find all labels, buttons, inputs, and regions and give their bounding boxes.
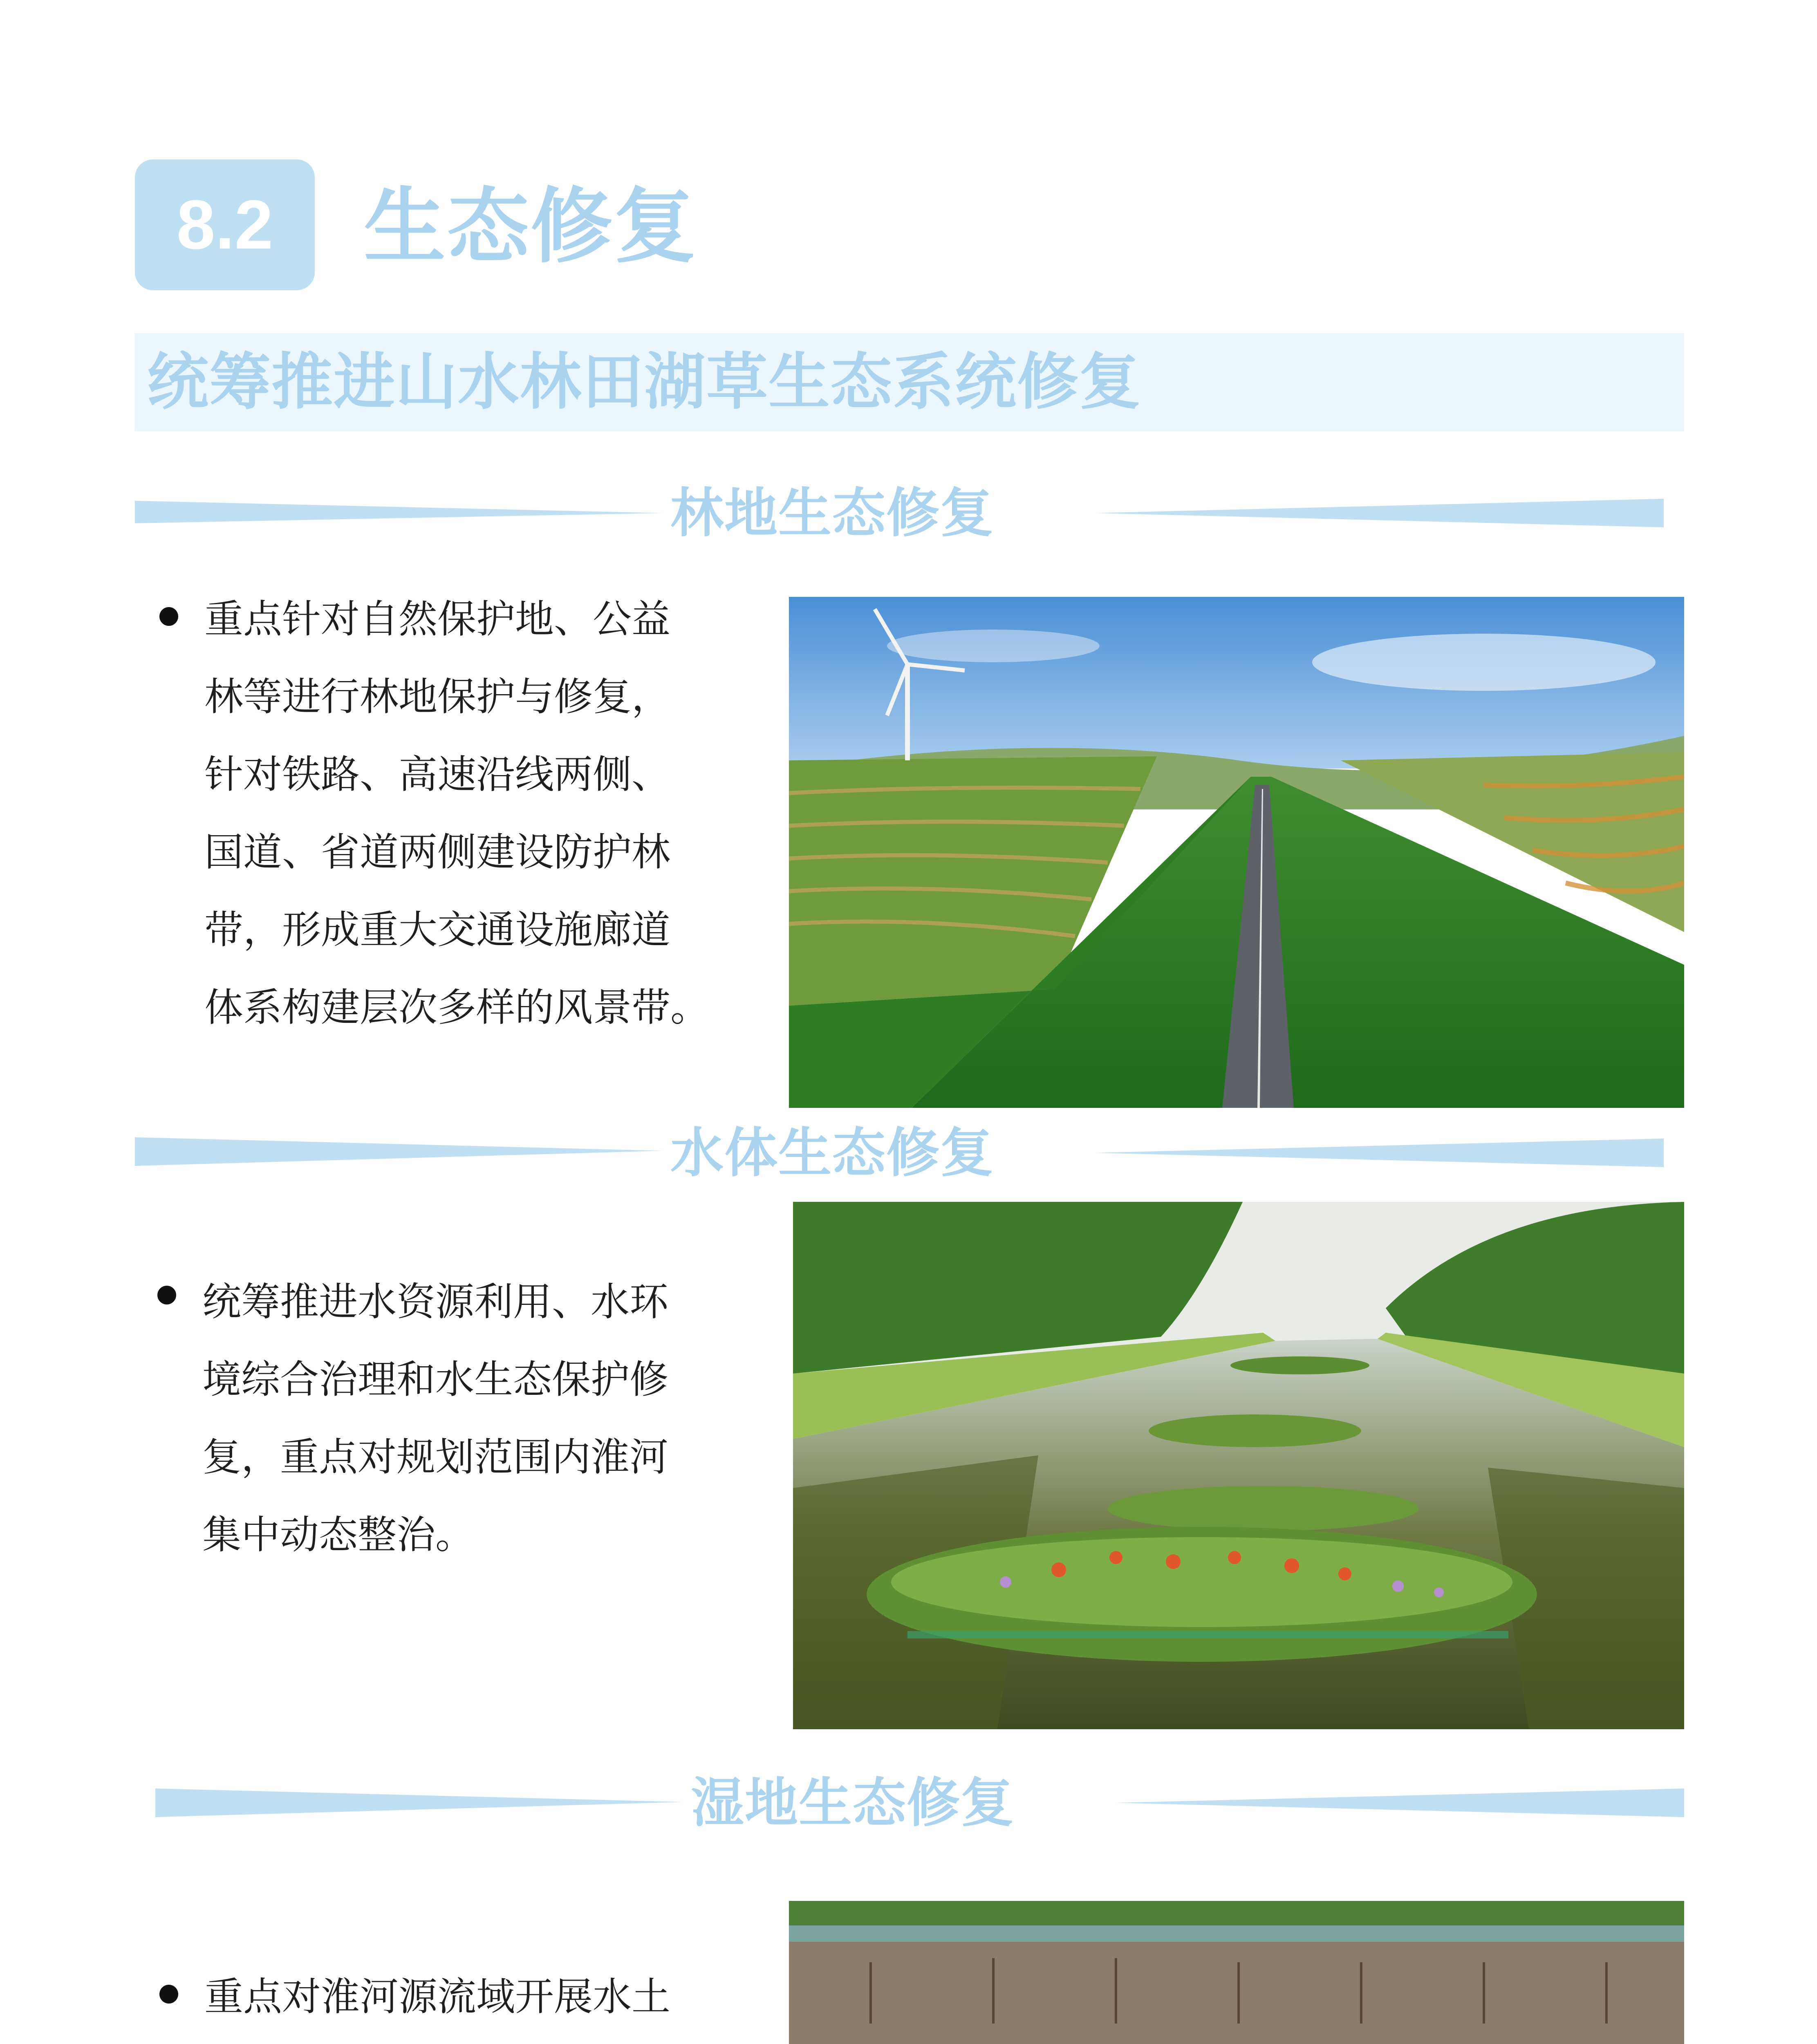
divider-wetland-label: 湿地生态修复 (691, 1772, 1015, 1834)
bullet-dot (159, 607, 178, 626)
river-photo (793, 1202, 1684, 1729)
forest-bullet (159, 580, 732, 1071)
divider-water-label: 水体生态修复 (670, 1122, 995, 1184)
divider-wetland (155, 1772, 1692, 1834)
wetland-text: 重点对淮河源流域开展水土 (204, 1975, 671, 2019)
section-number-badge (135, 159, 315, 290)
divider-water (135, 1122, 1684, 1184)
wetland-bullet (159, 1958, 732, 2044)
divider-forest (135, 482, 1684, 544)
wetland-photo (789, 1901, 1684, 2044)
bullet-dot (159, 1985, 178, 2004)
divider-forest-label: 林地生态修复 (670, 482, 995, 544)
section-title: 生态修复 (364, 179, 698, 274)
water-bullet (157, 1263, 730, 1590)
subtitle-banner-text: 统筹推进山水林田湖草生态系统修复 (147, 347, 1142, 418)
section-number: 8.2 (176, 186, 273, 264)
water-text: 统筹推进水资源利用、水环 境综合治理和水生态保护修 复，重点对规划范围内淮河 集中动态整治。 (202, 1280, 669, 1558)
forest-corridor-photo (789, 597, 1684, 1108)
forest-text: 重点针对自然保护地、公益 林等进行林地保护与修复， 针对铁路、高速沿线两侧、 国道、省道两侧建设防护林 带，形成重大交通设施廊道 体系构建层次多样的风景带。 (204, 597, 710, 1030)
bullet-dot (157, 1286, 176, 1304)
